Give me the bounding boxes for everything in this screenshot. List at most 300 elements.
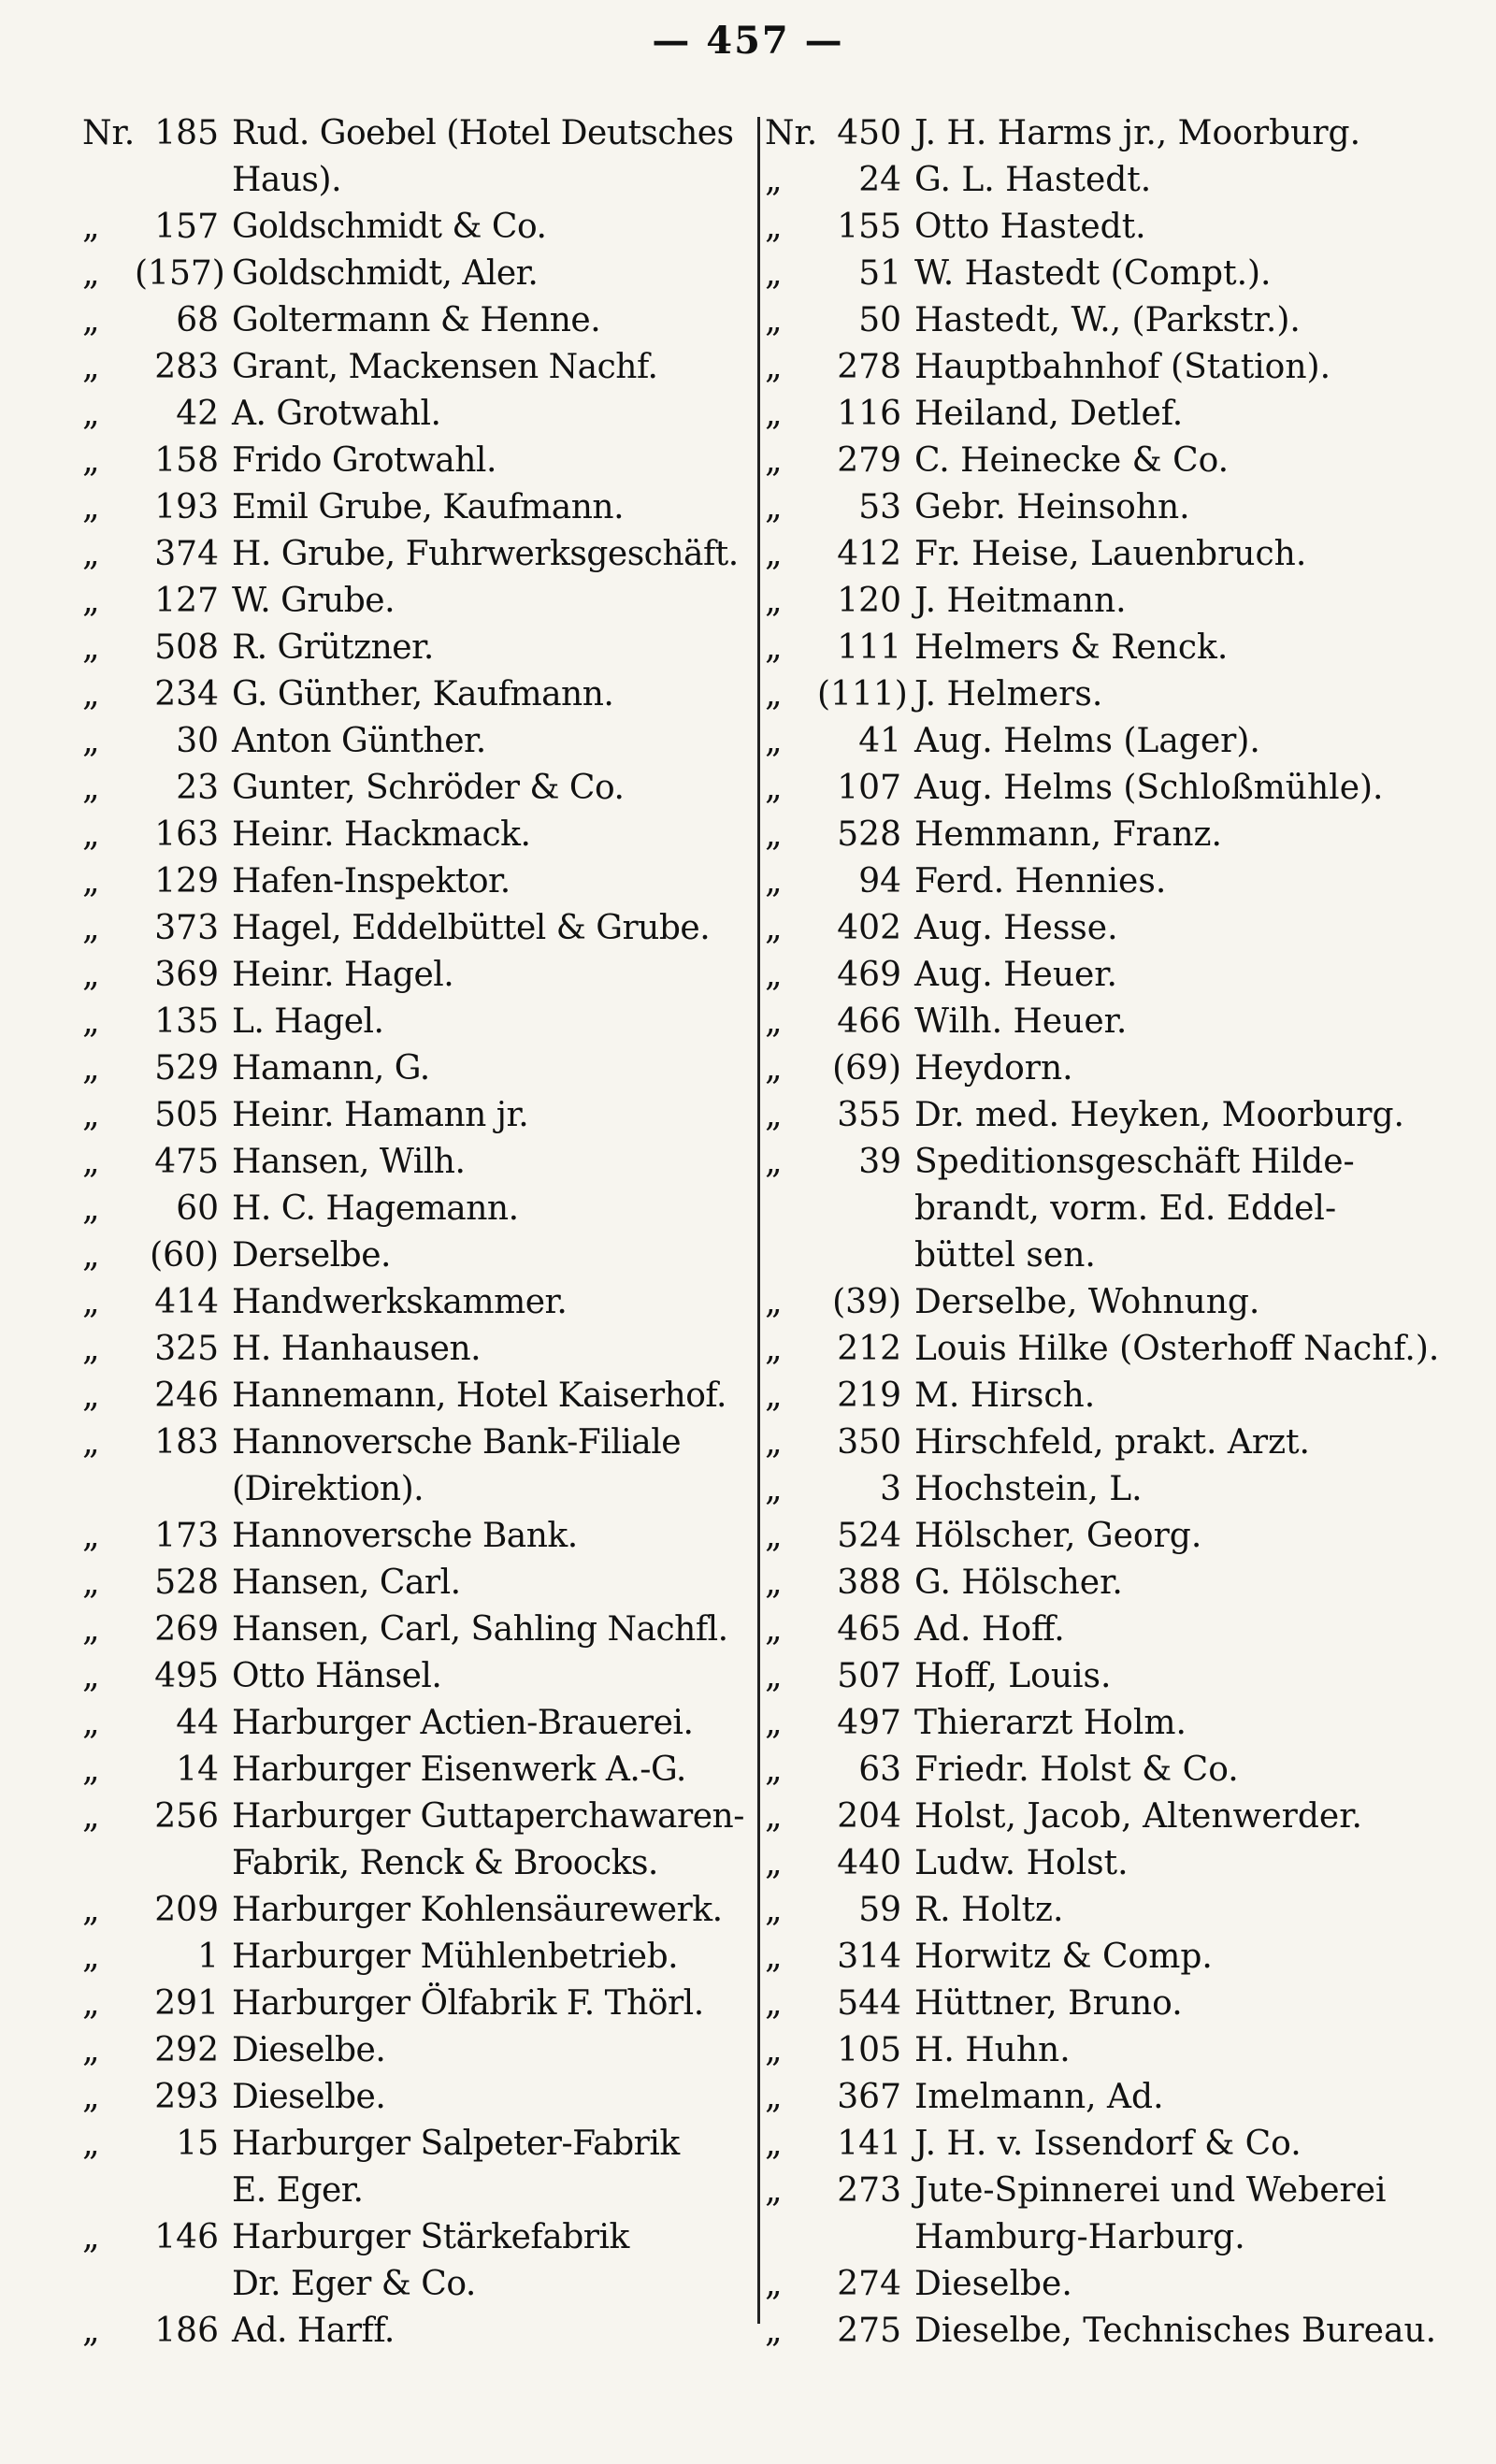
list-item — [765, 204, 1475, 251]
entry-name: Heydorn. — [914, 1049, 1073, 1088]
list-item — [765, 718, 1475, 765]
list-item — [765, 1981, 1475, 2027]
list-item — [765, 999, 1475, 1045]
entry-name: Hüttner, Bruno. — [914, 1984, 1183, 2023]
list-item — [82, 297, 755, 344]
entry-number: 283 — [154, 348, 219, 386]
list-item — [82, 2027, 755, 2074]
entry-prefix: „ — [82, 1002, 100, 1041]
entry-prefix: „ — [765, 488, 783, 526]
list-item — [765, 1840, 1475, 1887]
list-item — [82, 1607, 755, 1653]
entry-name: J. H. Harms jr., Moorburg. — [914, 114, 1361, 152]
entry-prefix: „ — [82, 1236, 100, 1275]
entry-number: (60) — [150, 1236, 219, 1275]
entry-prefix: „ — [82, 395, 100, 433]
list-item — [765, 484, 1475, 531]
entry-number: 68 — [176, 301, 219, 339]
entry-prefix: „ — [82, 1704, 100, 1742]
entry-number: 120 — [837, 582, 901, 620]
entry-prefix: „ — [765, 1891, 783, 1929]
entry-prefix: „ — [82, 1330, 100, 1368]
entry-prefix: „ — [82, 1096, 100, 1134]
entry-name: Hochstein, L. — [914, 1470, 1143, 1508]
entry-number: 505 — [154, 1096, 219, 1134]
entry-number: 42 — [176, 395, 219, 433]
entry-name: L. Hagel. — [232, 1002, 384, 1041]
entry-name: Hoff, Louis. — [914, 1657, 1112, 1695]
list-item — [765, 2308, 1475, 2355]
entry-name: Gunter, Schröder & Co. — [232, 769, 625, 807]
entry-number: 94 — [858, 862, 901, 901]
list-item — [765, 1419, 1475, 1466]
entry-number: 414 — [154, 1283, 219, 1321]
entry-prefix: „ — [765, 1563, 783, 1602]
list-item — [82, 1887, 755, 1934]
entry-prefix: „ — [765, 535, 783, 573]
entry-name: Otto Hänsel. — [232, 1657, 442, 1695]
entry-name: A. Grotwahl. — [232, 395, 441, 433]
list-item — [82, 999, 755, 1045]
entry-name: Fr. Heise, Lauenbruch. — [914, 535, 1307, 573]
entry-number: 59 — [858, 1891, 901, 1929]
entry-prefix: „ — [82, 1984, 100, 2023]
list-item — [82, 1700, 755, 1747]
entry-prefix: „ — [82, 1938, 100, 1976]
entry-name: Harburger Actien-Brauerei. — [232, 1704, 694, 1742]
list-item — [765, 2074, 1475, 2121]
entry-name: Hagel, Eddelbüttel & Grube. — [232, 909, 711, 947]
entry-prefix: „ — [765, 2031, 783, 2069]
entry-prefix: „ — [82, 535, 100, 573]
entry-name: Goldschmidt, Aler. — [232, 254, 539, 293]
entry-name: J. Helmers. — [914, 675, 1103, 713]
entry-name: Ad. Hoff. — [914, 1610, 1065, 1649]
list-item — [82, 531, 755, 578]
entry-number: 369 — [154, 956, 219, 994]
entry-prefix: „ — [82, 2218, 100, 2256]
entry-prefix: „ — [82, 909, 100, 947]
entry-name: C. Heinecke & Co. — [914, 441, 1230, 480]
entry-number: 465 — [837, 1610, 901, 1649]
entry-number: 234 — [154, 675, 219, 713]
list-item — [765, 531, 1475, 578]
list-item — [765, 1092, 1475, 1139]
entry-name: Emil Grube, Kaufmann. — [232, 488, 625, 526]
list-item — [82, 1045, 755, 1092]
list-item — [82, 204, 755, 251]
entry-number: 60 — [176, 1189, 219, 1228]
list-item — [82, 858, 755, 905]
entry-name: Hannemann, Hotel Kaiserhof. — [232, 1376, 726, 1415]
entry-name: G. L. Hastedt. — [914, 161, 1152, 199]
entry-name: Gebr. Heinsohn. — [914, 488, 1190, 526]
list-item — [82, 2121, 755, 2214]
entry-name: Horwitz & Comp. — [914, 1938, 1213, 1976]
entry-prefix: „ — [82, 1049, 100, 1088]
entry-number: 204 — [837, 1797, 901, 1836]
list-item — [765, 2027, 1475, 2074]
list-item — [765, 625, 1475, 671]
entry-name: Imelmann, Ad. — [914, 2078, 1164, 2116]
list-item — [765, 344, 1475, 391]
entry-number: 173 — [154, 1517, 219, 1555]
entry-prefix: „ — [82, 2031, 100, 2069]
entry-name: W. Grube. — [232, 582, 396, 620]
entry-name: Derselbe, Wohnung. — [914, 1283, 1260, 1321]
entry-prefix: „ — [765, 2125, 783, 2163]
entry-number: 15 — [176, 2125, 219, 2163]
entry-name: Dieselbe, Technisches Bureau. — [914, 2312, 1437, 2350]
list-item — [82, 1186, 755, 1232]
entry-name: Hastedt, W., (Parkstr.). — [914, 301, 1301, 339]
entry-prefix: „ — [82, 722, 100, 760]
entry-name: Harburger Eisenwerk A.-G. — [232, 1751, 686, 1789]
list-item — [765, 1139, 1475, 1279]
list-item — [765, 1466, 1475, 1513]
list-item — [765, 1794, 1475, 1840]
entry-number: 507 — [837, 1657, 901, 1695]
entry-number: 374 — [154, 535, 219, 573]
entry-number: 528 — [837, 815, 901, 854]
list-item — [82, 578, 755, 625]
entry-name: Helmers & Renck. — [914, 628, 1229, 667]
list-item — [82, 812, 755, 858]
entry-prefix: „ — [765, 769, 783, 807]
entry-prefix: „ — [82, 2312, 100, 2350]
entry-prefix: „ — [82, 769, 100, 807]
list-item — [82, 1560, 755, 1607]
entry-name: Hansen, Carl. — [232, 1563, 461, 1602]
entry-name: Wilh. Heuer. — [914, 1002, 1128, 1041]
list-item — [765, 1887, 1475, 1934]
list-item — [82, 1653, 755, 1700]
list-item — [82, 1419, 755, 1513]
entry-number: 524 — [837, 1517, 901, 1555]
entry-number: 325 — [154, 1330, 219, 1368]
entry-prefix: „ — [82, 254, 100, 293]
entry-prefix: „ — [765, 1330, 783, 1368]
entry-prefix: „ — [82, 1797, 100, 1836]
entry-prefix: „ — [765, 909, 783, 947]
entry-prefix: „ — [765, 675, 783, 713]
entry-number: 475 — [154, 1143, 219, 1181]
entry-prefix: „ — [82, 1376, 100, 1415]
entry-name: H. C. Hagemann. — [232, 1189, 519, 1228]
list-item — [82, 905, 755, 952]
entry-name: W. Hastedt (Compt.). — [914, 254, 1272, 293]
entry-name: M. Hirsch. — [914, 1376, 1096, 1415]
entry-number: 373 — [154, 909, 219, 947]
entry-number: 23 — [176, 769, 219, 807]
entry-number: 355 — [837, 1096, 901, 1134]
entry-number: 269 — [154, 1610, 219, 1649]
entry-prefix: „ — [82, 1563, 100, 1602]
entry-prefix: Nr. — [82, 114, 136, 152]
entry-name: Thierarzt Holm. — [914, 1704, 1187, 1742]
entry-name: Hansen, Carl, Sahling Nachfl. — [232, 1610, 728, 1649]
entry-number: 495 — [154, 1657, 219, 1695]
entry-prefix: „ — [765, 2312, 783, 2350]
entry-number: 116 — [837, 395, 901, 433]
list-item — [765, 1934, 1475, 1981]
list-item — [82, 1513, 755, 1560]
entry-prefix: „ — [765, 1751, 783, 1789]
entry-prefix: „ — [82, 815, 100, 854]
entry-number: 273 — [837, 2171, 901, 2210]
entry-number: 30 — [176, 722, 219, 760]
entry-prefix: „ — [82, 348, 100, 386]
list-item — [82, 1981, 755, 2027]
list-item — [765, 1045, 1475, 1092]
entry-prefix: „ — [82, 1891, 100, 1929]
entry-name: Heinr. Hagel. — [232, 956, 454, 994]
entry-name: Hamann, G. — [232, 1049, 430, 1088]
list-item — [82, 391, 755, 438]
entry-prefix: „ — [765, 862, 783, 901]
entry-number: (39) — [832, 1283, 901, 1321]
entry-prefix: „ — [765, 2265, 783, 2303]
entry-prefix: „ — [765, 1143, 783, 1181]
list-item — [82, 625, 755, 671]
entry-number: 107 — [837, 769, 901, 807]
entry-prefix: „ — [82, 2125, 100, 2163]
entry-prefix: „ — [765, 441, 783, 480]
entry-number: 41 — [858, 722, 901, 760]
entry-name: Hannoversche Bank. — [232, 1517, 578, 1555]
entry-name: Heiland, Detlef. — [914, 395, 1184, 433]
list-item — [765, 1279, 1475, 1326]
entry-name: Hannoversche Bank-Filiale (Direktion). — [232, 1423, 682, 1508]
entry-prefix: „ — [82, 1751, 100, 1789]
left-column — [82, 110, 755, 2355]
entry-prefix: „ — [765, 1517, 783, 1555]
entry-prefix: „ — [765, 815, 783, 854]
entry-number: 209 — [154, 1891, 219, 1929]
list-item — [765, 391, 1475, 438]
entry-prefix: „ — [82, 1143, 100, 1181]
right-column — [765, 110, 1475, 2355]
list-item — [82, 1747, 755, 1794]
entry-name: Jute-Spinnerei und Weberei Hamburg-Harburg. — [914, 2171, 1387, 2256]
list-item — [765, 1560, 1475, 1607]
entry-number: 155 — [837, 208, 901, 246]
entry-number: 53 — [858, 488, 901, 526]
list-item — [765, 2121, 1475, 2168]
entry-number: 135 — [154, 1002, 219, 1041]
list-item — [82, 1373, 755, 1419]
list-item — [82, 484, 755, 531]
entry-name: G. Günther, Kaufmann. — [232, 675, 614, 713]
entry-number: 278 — [837, 348, 901, 386]
entry-number: 50 — [858, 301, 901, 339]
entry-prefix: „ — [765, 2078, 783, 2116]
entry-name: Harburger Mühlenbetrieb. — [232, 1938, 679, 1976]
entry-name: Hauptbahnhof (Station). — [914, 348, 1331, 386]
list-item — [765, 2261, 1475, 2308]
list-item — [82, 2214, 755, 2308]
entry-name: Hansen, Wilh. — [232, 1143, 466, 1181]
entry-number: 1 — [197, 1938, 219, 1976]
list-item — [82, 718, 755, 765]
entry-number: (111) — [817, 675, 908, 713]
entry-number: 127 — [154, 582, 219, 620]
entry-prefix: „ — [82, 1423, 100, 1462]
entry-name: Dieselbe. — [232, 2078, 386, 2116]
entry-prefix: „ — [82, 301, 100, 339]
entry-number: 508 — [154, 628, 219, 667]
entry-name: R. Grützner. — [232, 628, 434, 667]
list-item — [82, 344, 755, 391]
list-item — [82, 110, 755, 204]
entry-name: Speditionsgeschäft Hilde- brandt, vorm. Ed. Eddel- büttel sen. — [914, 1143, 1355, 1275]
entry-prefix: „ — [82, 2078, 100, 2116]
entry-prefix: „ — [82, 628, 100, 667]
entry-number: (157) — [135, 254, 225, 293]
entry-name: H. Grube, Fuhrwerksgeschäft. — [232, 535, 739, 573]
entry-prefix: „ — [82, 488, 100, 526]
page-number: — 457 — — [652, 19, 844, 63]
list-item — [765, 1653, 1475, 1700]
entry-prefix: „ — [765, 1938, 783, 1976]
list-item — [82, 952, 755, 999]
entry-number: 63 — [858, 1751, 901, 1789]
list-item — [82, 2074, 755, 2121]
entry-prefix: „ — [765, 1984, 783, 2023]
entry-number: 186 — [154, 2312, 219, 2350]
list-item — [765, 1373, 1475, 1419]
entry-prefix: „ — [82, 675, 100, 713]
list-item — [82, 1092, 755, 1139]
entry-number: 157 — [154, 208, 219, 246]
entry-number: 450 — [837, 114, 901, 152]
entry-name: Otto Hastedt. — [914, 208, 1146, 246]
entry-prefix: „ — [82, 1610, 100, 1649]
entry-prefix: „ — [765, 254, 783, 293]
entry-name: Harburger Stärkefabrik Dr. Eger & Co. — [232, 2218, 629, 2303]
entry-number: 497 — [837, 1704, 901, 1742]
entry-name: Goldschmidt & Co. — [232, 208, 547, 246]
entry-name: Holst, Jacob, Altenwerder. — [914, 1797, 1362, 1836]
entry-number: 105 — [837, 2031, 901, 2069]
entry-name: Friedr. Holst & Co. — [914, 1751, 1239, 1789]
list-item — [765, 1747, 1475, 1794]
entry-number: 219 — [837, 1376, 901, 1415]
entry-number: 293 — [154, 2078, 219, 2116]
list-item — [765, 858, 1475, 905]
entry-prefix: „ — [82, 1517, 100, 1555]
list-item — [765, 1700, 1475, 1747]
entry-number: 367 — [837, 2078, 901, 2116]
entry-prefix: „ — [765, 722, 783, 760]
list-item — [765, 438, 1475, 484]
list-item — [82, 1794, 755, 1887]
list-item — [765, 110, 1475, 157]
entry-number: 111 — [837, 628, 901, 667]
entry-number: 183 — [154, 1423, 219, 1462]
entry-name: Hirschfeld, prakt. Arzt. — [914, 1423, 1310, 1462]
entry-prefix: „ — [765, 1797, 783, 1836]
entry-name: Harburger Kohlensäurewerk. — [232, 1891, 723, 1929]
entry-name: Dr. med. Heyken, Moorburg. — [914, 1096, 1404, 1134]
list-item — [765, 952, 1475, 999]
entry-name: Heinr. Hackmack. — [232, 815, 531, 854]
entry-name: J. H. v. Issendorf & Co. — [914, 2125, 1302, 2163]
entry-prefix: „ — [765, 1096, 783, 1134]
entry-name: Aug. Hesse. — [914, 909, 1118, 947]
entry-number: 39 — [858, 1143, 901, 1181]
entry-name: G. Hölscher. — [914, 1563, 1123, 1602]
entry-prefix: „ — [765, 1423, 783, 1462]
entry-prefix: „ — [82, 1283, 100, 1321]
entry-number: 51 — [858, 254, 901, 293]
entry-prefix: „ — [82, 956, 100, 994]
list-item — [82, 1279, 755, 1326]
entry-name: Aug. Helms (Schloßmühle). — [914, 769, 1384, 807]
column-divider — [757, 117, 760, 2324]
entry-name: Frido Grotwahl. — [232, 441, 496, 480]
entry-name: Rud. Goebel (Hotel Deutsches Haus). — [232, 114, 734, 199]
entry-name: Ludw. Holst. — [914, 1844, 1129, 1882]
entry-number: 163 — [154, 815, 219, 854]
entry-prefix: „ — [765, 1049, 783, 1088]
entry-number: 314 — [837, 1938, 901, 1976]
entry-prefix: „ — [765, 1657, 783, 1695]
entry-prefix: „ — [765, 348, 783, 386]
entry-number: 412 — [837, 535, 901, 573]
entry-name: H. Hanhausen. — [232, 1330, 482, 1368]
entry-prefix: „ — [82, 582, 100, 620]
entry-number: 185 — [154, 114, 219, 152]
entry-name: Aug. Helms (Lager). — [914, 722, 1260, 760]
list-item — [765, 765, 1475, 812]
entry-prefix: „ — [765, 582, 783, 620]
entry-number: 279 — [837, 441, 901, 480]
entry-number: 246 — [154, 1376, 219, 1415]
entry-name: R. Holtz. — [914, 1891, 1064, 1929]
entry-name: Aug. Heuer. — [914, 956, 1118, 994]
list-item — [765, 2168, 1475, 2261]
entry-prefix: „ — [82, 441, 100, 480]
entry-prefix: „ — [765, 956, 783, 994]
entry-name: Harburger Salpeter-Fabrik E. Eger. — [232, 2125, 680, 2210]
entry-name: Heinr. Hamann jr. — [232, 1096, 529, 1134]
entry-prefix: „ — [765, 161, 783, 199]
entry-number: 402 — [837, 909, 901, 947]
list-item — [82, 1139, 755, 1186]
entry-prefix: „ — [765, 1704, 783, 1742]
entry-number: 146 — [154, 2218, 219, 2256]
list-item — [765, 157, 1475, 204]
list-item — [82, 1232, 755, 1279]
list-item — [765, 251, 1475, 297]
entry-prefix: „ — [765, 628, 783, 667]
entry-number: 129 — [154, 862, 219, 901]
entry-prefix: „ — [765, 208, 783, 246]
list-item — [82, 1934, 755, 1981]
entry-name: Dieselbe. — [232, 2031, 386, 2069]
entry-name: Anton Günther. — [232, 722, 486, 760]
entry-number: 24 — [858, 161, 901, 199]
entry-prefix: „ — [765, 2171, 783, 2210]
entry-name: Hemmann, Franz. — [914, 815, 1222, 854]
entry-name: Harburger Ölfabrik F. Thörl. — [232, 1984, 704, 2023]
entry-number: 440 — [837, 1844, 901, 1882]
entry-number: (69) — [832, 1049, 901, 1088]
entry-number: 528 — [154, 1563, 219, 1602]
entry-name: Hafen-Inspektor. — [232, 862, 511, 901]
entry-name: Hölscher, Georg. — [914, 1517, 1202, 1555]
